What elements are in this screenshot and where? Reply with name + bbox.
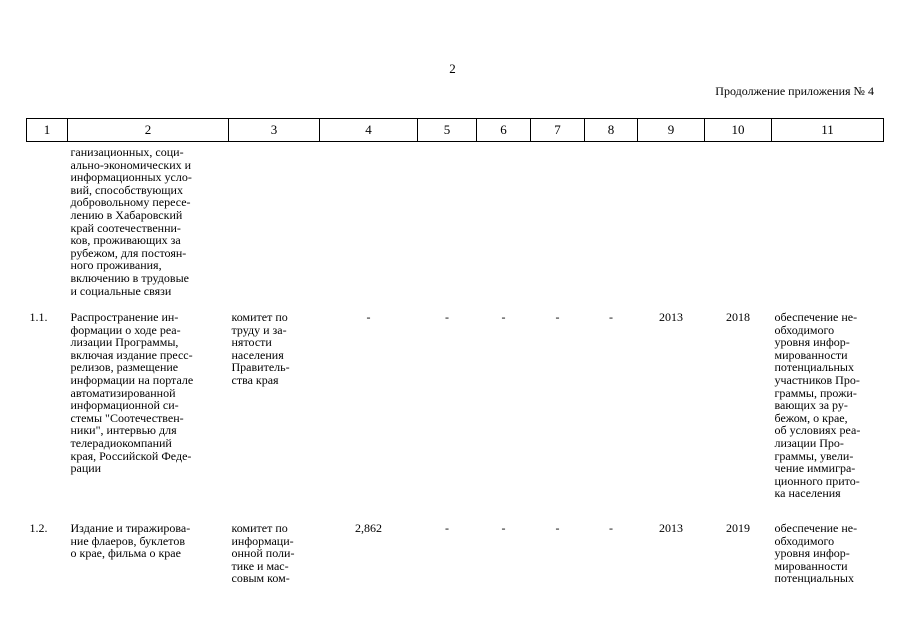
funding-value: - xyxy=(555,521,560,535)
end-year: 2018 xyxy=(726,310,750,324)
end-year: 2019 xyxy=(726,521,750,535)
continuation-row xyxy=(27,142,884,309)
column-number-header xyxy=(27,119,884,142)
column-header: 4 xyxy=(320,119,418,142)
row-number: 1.2. xyxy=(29,521,48,535)
expected-result: обеспечение не- обходимого уровня инфор- мированности потенциальных xyxy=(774,521,858,586)
column-header: 11 xyxy=(772,119,884,142)
column-header: 5 xyxy=(418,119,477,142)
column-header: 9 xyxy=(638,119,705,142)
table-row xyxy=(27,308,884,519)
table-row xyxy=(27,519,884,585)
column-header: 8 xyxy=(585,119,638,142)
action-name: Распространение ин- формации о ходе реа- лизации Программы, включая издание пресс- релизов, размещение информации на портале автоматизированной информационной си- стемы "Соотечествен- ники", интервью для телерадиокомпаний края, Российской Феде- рации xyxy=(70,310,194,476)
funding-value: - xyxy=(445,310,449,324)
executor: комитет по труду и за- нятости населения Правитель- ства края xyxy=(231,310,290,387)
funding-value: - xyxy=(501,521,506,535)
start-year: 2013 xyxy=(659,521,683,535)
column-header: 2 xyxy=(68,119,229,142)
funding-value: - xyxy=(609,310,613,324)
row-number: 1.1. xyxy=(29,310,48,324)
funding-value: - xyxy=(366,310,371,324)
column-header: 3 xyxy=(229,119,320,142)
page-number: 2 xyxy=(449,61,456,76)
executor: комитет по информаци- онной поли- тике и мас- совым ком- xyxy=(231,521,295,586)
action-name: Издание и тиражирова- ние флаеров, буклетов о крае, фильма о крае xyxy=(70,521,191,561)
program-table xyxy=(26,118,884,585)
funding-value: - xyxy=(445,521,449,535)
funding-value: - xyxy=(609,521,613,535)
expected-result: обеспечение не- обходимого уровня инфор- мированности потенциальных участников Про- граммы, прожи- вающих за ру- бежом, о крае, об условиях реа- лизации Про- граммы, увели- чение иммигра- ционного прито- ка населения xyxy=(774,310,861,501)
funding-value: - xyxy=(501,310,506,324)
funding-value: 2,862 xyxy=(355,521,382,535)
column-header: 1 xyxy=(27,119,68,142)
continuation-text: ганизационных, соци- ально-экономических и информационных усло- вий, способствующих добровольному пересе- лению в Хабаровский край соотечественни- ков, проживающих за рубежом, для постоян- ного проживания, включению в трудовые и социальные связи xyxy=(70,145,192,298)
appendix-continuation-note: Продолжение приложения № 4 xyxy=(715,84,874,98)
funding-value: - xyxy=(555,310,560,324)
column-header: 7 xyxy=(531,119,585,142)
column-header: 6 xyxy=(477,119,531,142)
column-header: 10 xyxy=(705,119,772,142)
start-year: 2013 xyxy=(659,310,683,324)
